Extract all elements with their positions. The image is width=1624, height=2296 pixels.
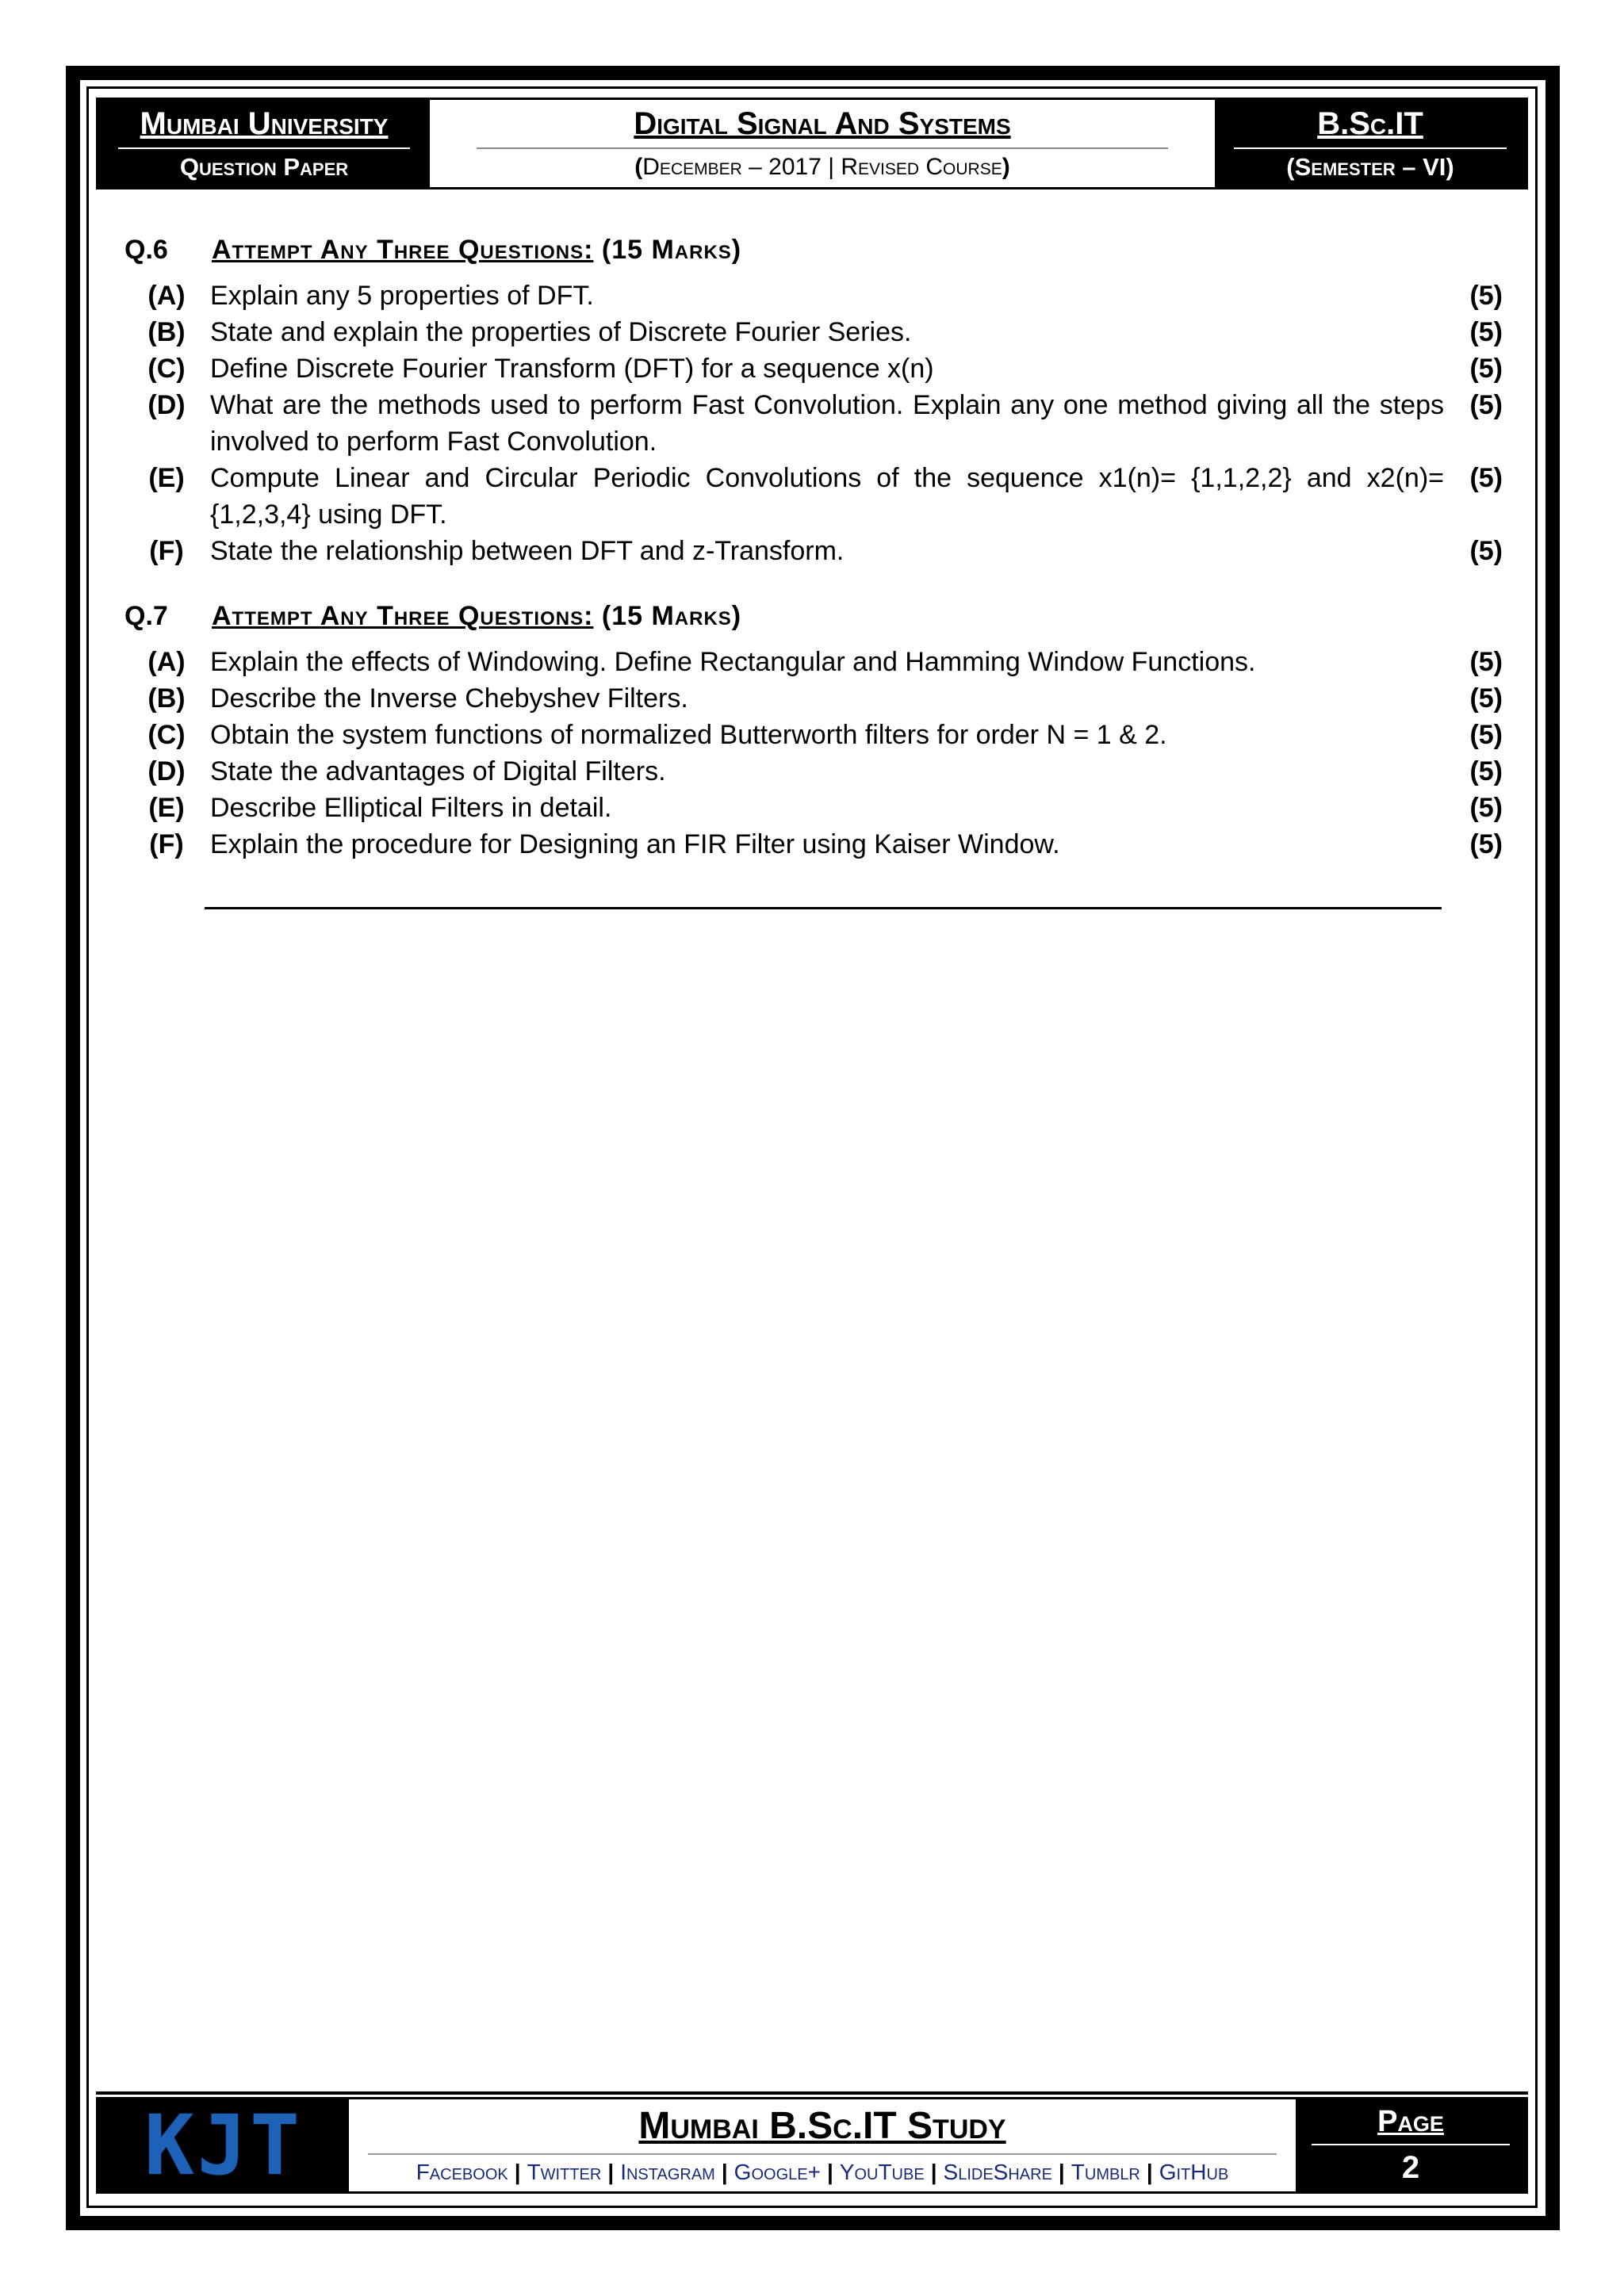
question-text: Explain any 5 properties of DFT. (210, 281, 594, 311)
section-title (212, 601, 741, 632)
question-label: (E) (148, 463, 185, 493)
social-link-twitter[interactable]: Twitter (527, 2160, 602, 2185)
section-title (212, 235, 741, 266)
end-of-questions-rule (205, 907, 1442, 909)
question-section (123, 601, 1503, 863)
question-label: (B) (147, 317, 186, 347)
question-label: (F) (149, 536, 184, 566)
question-text: Compute Linear and Circular Periodic Convolutions of the sequence x1(n)= {1,1,2,2} and x2(n)= {1,2,3,4} using DFT. (210, 463, 1444, 530)
question-text: Explain the procedure for Designing an FIR Filter using Kaiser Window. (210, 829, 1060, 859)
question-text: State the relationship between DFT and z-Transform. (210, 536, 845, 566)
question-label: (A) (147, 281, 186, 311)
link-separator: | (1146, 2160, 1153, 2185)
question-label: (C) (147, 354, 186, 384)
link-separator: | (930, 2160, 937, 2185)
question-row (123, 790, 1503, 826)
question-number: Q.6 (124, 235, 168, 265)
program-name: B.Sc.IT (1317, 105, 1423, 141)
exam-session: December – 2017 (642, 154, 822, 180)
subject-title: Digital Signal And Systems (634, 106, 1011, 141)
question-row (123, 277, 1503, 314)
kjt-logo (98, 2097, 349, 2194)
section-heading (123, 235, 1503, 277)
section-instruction: Attempt Any Three Questions: (212, 235, 594, 265)
link-separator: | (826, 2160, 833, 2185)
link-separator: | (607, 2160, 615, 2185)
question-row (123, 644, 1503, 680)
social-link-github[interactable]: GitHub (1159, 2160, 1229, 2185)
question-marks: (5) (1469, 647, 1503, 677)
social-link-slideshare[interactable]: SlideShare (943, 2160, 1052, 2185)
question-row (123, 314, 1503, 350)
question-label: (D) (147, 390, 186, 420)
semester-line: (Semester – VI) (1286, 152, 1454, 181)
exam-session-line: (December – 2017 | Revised Course) (634, 154, 1010, 180)
question-row (123, 460, 1503, 533)
header-right-cell (1215, 100, 1526, 187)
social-link-tumblr[interactable]: Tumblr (1071, 2160, 1140, 2185)
question-row (123, 533, 1503, 569)
question-text: State the advantages of Digital Filters. (210, 756, 666, 786)
question-marks: (5) (1469, 463, 1503, 493)
page-label: Page (1377, 2105, 1444, 2138)
question-text: Describe Elliptical Filters in detail. (210, 793, 612, 823)
logo-text: KJT (144, 2097, 303, 2194)
question-marks: (5) (1469, 281, 1503, 311)
page-divider (1312, 2144, 1509, 2145)
header-right-divider (1234, 147, 1507, 149)
header-middle-divider (477, 147, 1167, 149)
question-text: Describe the Inverse Chebyshev Filters. (210, 683, 688, 714)
university-name: Mumbai University (140, 105, 389, 141)
question-row (123, 680, 1503, 717)
footer-page-cell (1296, 2099, 1526, 2191)
section-marks: (15 Marks) (601, 235, 742, 265)
section-instruction: Attempt Any Three Questions: (212, 601, 594, 631)
document-type: Question Paper (179, 152, 349, 181)
question-label: (B) (147, 683, 186, 714)
section-heading (123, 601, 1503, 644)
social-link-youtube[interactable]: YouTube (839, 2160, 925, 2185)
link-separator: | (514, 2160, 521, 2185)
question-number: Q.7 (124, 601, 168, 631)
question-row (123, 753, 1503, 790)
page-footer (96, 2097, 1528, 2194)
question-label: (A) (147, 647, 186, 677)
section-marks: (15 Marks) (601, 601, 742, 631)
question-marks: (5) (1469, 793, 1503, 823)
question-label: (F) (149, 829, 184, 859)
question-text: What are the methods used to perform Fast Convolution. Explain any one method giving all the steps involved to perform Fast Convolution. (210, 390, 1444, 457)
social-link-facebook[interactable]: Facebook (416, 2160, 508, 2185)
question-marks: (5) (1469, 829, 1503, 859)
social-links (416, 2160, 1229, 2185)
question-marks: (5) (1469, 683, 1503, 714)
question-marks: (5) (1469, 720, 1503, 750)
link-separator: | (1058, 2160, 1065, 2185)
footer-title: Mumbai B.Sc.IT Study (638, 2104, 1006, 2147)
semester: Semester – VI (1294, 152, 1446, 181)
question-text: State and explain the properties of Discrete Fourier Series. (210, 317, 912, 347)
question-text: Obtain the system functions of normalized Butterworth filters for order N = 1 & 2. (210, 720, 1167, 750)
header-middle-cell (430, 100, 1215, 187)
question-row (123, 717, 1503, 753)
question-label: (C) (147, 720, 186, 750)
question-text: Explain the effects of Windowing. Define Rectangular and Hamming Window Functions. (210, 647, 1256, 677)
page-number: 2 (1401, 2150, 1420, 2185)
question-row (123, 826, 1503, 863)
question-marks: (5) (1469, 390, 1503, 420)
header-left-cell (98, 100, 430, 187)
header-left-divider (118, 147, 410, 149)
question-row (123, 387, 1503, 460)
social-link-google[interactable]: Google+ (733, 2160, 821, 2185)
question-section (123, 235, 1503, 569)
page-header (96, 98, 1528, 189)
course-type: Revised Course (841, 154, 1002, 180)
question-marks: (5) (1469, 536, 1503, 566)
footer-middle-cell (349, 2099, 1296, 2191)
link-separator: | (721, 2160, 728, 2185)
question-label: (D) (147, 756, 186, 786)
question-content (123, 235, 1503, 894)
question-marks: (5) (1469, 317, 1503, 347)
footer-top-rule (96, 2091, 1528, 2095)
social-link-instagram[interactable]: Instagram (620, 2160, 715, 2185)
question-row (123, 350, 1503, 387)
question-label: (E) (148, 793, 185, 823)
question-marks: (5) (1469, 756, 1503, 786)
question-marks: (5) (1469, 354, 1503, 384)
footer-divider (368, 2153, 1277, 2155)
question-text: Define Discrete Fourier Transform (DFT) for a sequence x(n) (210, 354, 934, 384)
